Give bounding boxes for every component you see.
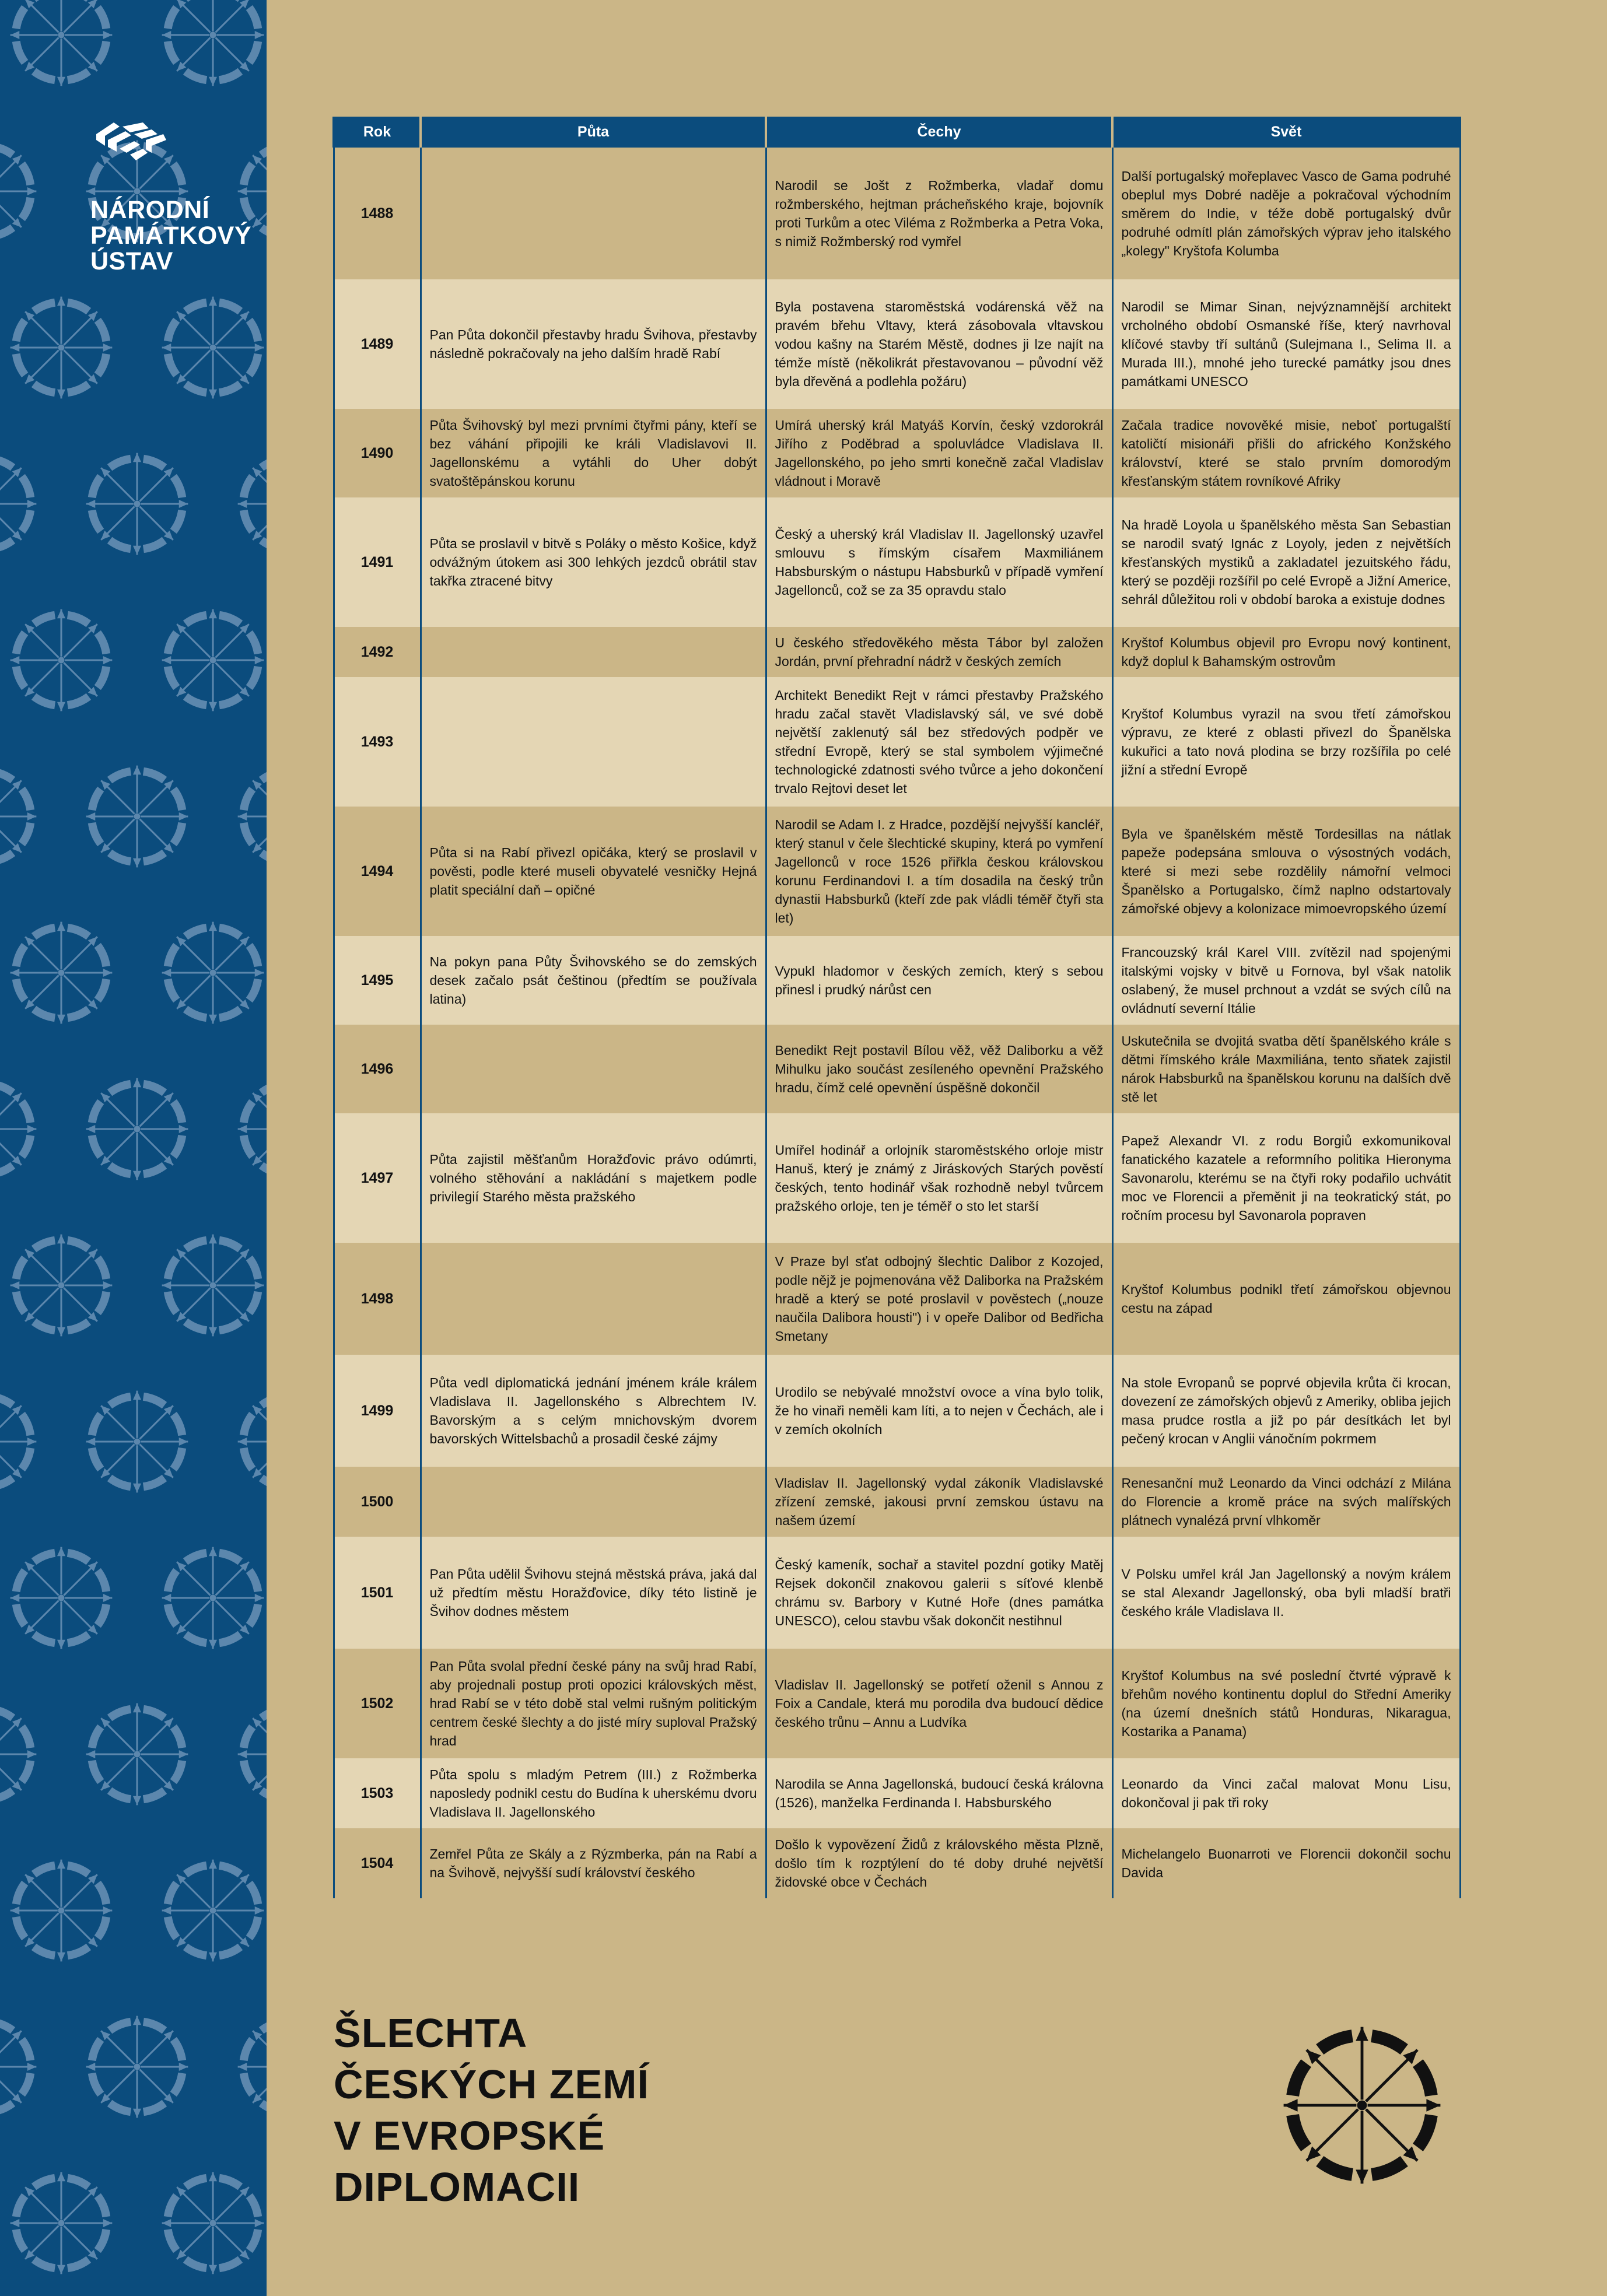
puta-cell bbox=[421, 1025, 766, 1113]
puta-cell: Půta vedl diplomatická jednání jménem krále králem Vladislava II. Jagellonského s Albrechtem IV. Bavorským a s celým mnichovským dvorem bavorských Wittelsbachů a prosadil české zájmy bbox=[421, 1355, 766, 1467]
table-row bbox=[334, 409, 1460, 497]
cechy-cell: Benedikt Rejt postavil Bílou věž, věž Daliborku a věž Mihulku jako součást zesíleného opevnění Pražského hradu, čímž celé opevnění úspěšně dokončil bbox=[766, 1025, 1112, 1113]
puta-cell: Půta spolu s mladým Petrem (III.) z Rožmberka naposledy podnikl cestu do Budína k uherskému dvoru Vladislava II. Jagellonského bbox=[421, 1758, 766, 1828]
year-cell: 1501 bbox=[334, 1537, 421, 1649]
svet-cell: Na stole Evropanů se poprvé objevila krůta či krocan, dovezení ze zámořských objevů z Ameriky, obliba jejich masa prudce rostla a již po pár desítkách let byl pečený krocan v Anglii vánočním pokrmem bbox=[1112, 1355, 1460, 1467]
year-cell: 1493 bbox=[334, 677, 421, 807]
puta-cell: Na pokyn pana Půty Švihovského se do zemských desek začalo psát češtinou (předtím se používala latina) bbox=[421, 936, 766, 1025]
svet-cell: Renesanční muž Leonardo da Vinci odchází z Milána do Florencie a kromě práce na svých malířských plátnech vynalézá první vlhkoměr bbox=[1112, 1467, 1460, 1537]
header-rok: Rok bbox=[334, 117, 421, 148]
svet-cell: Kryštof Kolumbus objevil pro Evropu nový kontinent, když doplul k Bahamským ostrovům bbox=[1112, 627, 1460, 677]
year-cell: 1498 bbox=[334, 1243, 421, 1355]
cechy-cell: Narodil se Adam I. z Hradce, pozdější nejvyšší kancléř, který stanul v čele šlechtické skupiny, která po vymření Jagellonců v roce 1526 přiřkla českou královskou korunu Ferdinandovi I. a tím dosadila na český trůn dynastii Habsburků (kteří zde pak vládli téměř čtyři sta let) bbox=[766, 807, 1112, 936]
year-cell: 1500 bbox=[334, 1467, 421, 1537]
svet-cell: Leonardo da Vinci začal malovat Monu Lisu, dokončoval ji pak tři roky bbox=[1112, 1758, 1460, 1828]
table-header-row bbox=[334, 117, 1460, 148]
puta-cell: Půta zajistil měšťanům Horažďovic právo odúmrti, volného stěhování a nakládání s majetkem podle privilegií Starého města pražského bbox=[421, 1113, 766, 1243]
puta-cell: Pan Půta udělil Švihovu stejná městská práva, jaká dal už předtím městu Horažďovice, díky této listině je Švihov dodnes městem bbox=[421, 1537, 766, 1649]
puta-cell bbox=[421, 677, 766, 807]
table-row bbox=[334, 1243, 1460, 1355]
timeline-table bbox=[332, 117, 1461, 1898]
table-row bbox=[334, 497, 1460, 627]
svet-cell: Michelangelo Buonarroti ve Florencii dokončil sochu Davida bbox=[1112, 1828, 1460, 1898]
cechy-cell: Vladislav II. Jagellonský vydal zákoník Vladislavské zřízení zemské, jakousi první zemskou ústavu na našem území bbox=[766, 1467, 1112, 1537]
compass-rose-icon bbox=[1266, 2009, 1458, 2202]
year-cell: 1502 bbox=[334, 1649, 421, 1758]
cechy-cell: V Praze byl sťat odbojný šlechtic Dalibor z Kozojed, podle nějž je pojmenována věž Daliborka na Pražském hradě a který se poté proslavil v pověstech („nouze naučila Dalibora housti") i v opeře Dalibor od Bedřicha Smetany bbox=[766, 1243, 1112, 1355]
year-cell: 1497 bbox=[334, 1113, 421, 1243]
svet-cell: Kryštof Kolumbus na své poslední čtvrté výpravě k břehům nového kontinentu doplul do Střední Ameriky (na území dnešních států Honduras, Nikaragua, Kostarika a Panama) bbox=[1112, 1649, 1460, 1758]
table-row bbox=[334, 677, 1460, 807]
cechy-cell: Narodila se Anna Jagellonská, budoucí česká královna (1526), manželka Ferdinanda I. Habsburského bbox=[766, 1758, 1112, 1828]
year-cell: 1504 bbox=[334, 1828, 421, 1898]
header-svet: Svět bbox=[1112, 117, 1460, 148]
cechy-cell: Byla postavena staroměstská vodárenská věž na pravém břehu Vltavy, která zásobovala vltavskou vodou kašny na Starém Městě, dodnes ji lze najít na témže místě (několikrát přestavovanou – původní věž byla dřevěná a podlehla požáru) bbox=[766, 279, 1112, 409]
cechy-cell: U českého středověkého města Tábor byl založen Jordán, první přehradní nádrž v českých zemích bbox=[766, 627, 1112, 677]
year-cell: 1499 bbox=[334, 1355, 421, 1467]
sidebar bbox=[0, 0, 267, 2296]
cechy-cell: Vypukl hladomor v českých zemích, který s sebou přinesl i prudký nárůst cen bbox=[766, 936, 1112, 1025]
year-cell: 1496 bbox=[334, 1025, 421, 1113]
svet-cell: Kryštof Kolumbus vyrazil na svou třetí zámořskou výpravu, ze které z oblasti přivezl do Španělska kukuřici a tato nová plodina se brzy rozšířila po celé jižní a střední Evropě bbox=[1112, 677, 1460, 807]
table-row bbox=[334, 627, 1460, 677]
svet-cell: Kryštof Kolumbus podnikl třetí zámořskou objevnou cestu na západ bbox=[1112, 1243, 1460, 1355]
puta-cell bbox=[421, 627, 766, 677]
puta-cell: Půta si na Rabí přivezl opičáka, který se proslavil v pověsti, podle které museli obyvatelé vesničky Hejná platit speciální daň – opičné bbox=[421, 807, 766, 936]
svet-cell: Uskutečnila se dvojitá svatba dětí španělského krále s dětmi římského krále Maxmiliána, tento sňatek zajistil nárok Habsburků na španělskou korunu na dalších dvě stě let bbox=[1112, 1025, 1460, 1113]
table-row bbox=[334, 1649, 1460, 1758]
svet-cell: Na hradě Loyola u španělského města San Sebastian se narodil svatý Ignác z Loyoly, jeden z největších křesťanských mystiků a zakladatel jezuitského řádu, který se později rozšířil po celé Evropě a Jižní Americe, sehrál důležitou roli v období baroka a existuje dodnes bbox=[1112, 497, 1460, 627]
table-row bbox=[334, 279, 1460, 409]
table-row bbox=[334, 1758, 1460, 1828]
puta-cell: Pan Půta dokončil přestavby hradu Švihova, přestavby následně pokračovaly na jeho dalším hradě Rabí bbox=[421, 279, 766, 409]
cechy-cell: Umířel hodinář a orlojník staroměstského orloje mistr Hanuš, který je známý z Jiráskových Starých pověstí českých, tento hodinář však rozhodně nebyl tvůrcem pražského orloje, ten je téměř o sto let starší bbox=[766, 1113, 1112, 1243]
brand-name: NÁRODNÍ PAMÁTKOVÝ ÚSTAV bbox=[90, 196, 252, 275]
compass-pattern-icon bbox=[0, 0, 267, 2296]
page-title: ŠLECHTA ČESKÝCH ZEMÍ V EVROPSKÉ DIPLOMACII bbox=[334, 2010, 649, 2210]
cechy-cell: Český kameník, sochař a stavitel pozdní gotiky Matěj Rejsek dokončil znakovou galerii s síťové klenbě chrámu sv. Barbory v Kutné Hoře (dnes památka UNESCO), celou stavbu však dokončit nestihnul bbox=[766, 1537, 1112, 1649]
cechy-cell: Urodilo se nebývalé množství ovoce a vína bylo tolik, že ho vinaři neměli kam líti, a to nejen v Čechách, ale i v zemích okolních bbox=[766, 1355, 1112, 1467]
puta-cell bbox=[421, 1467, 766, 1537]
table-row bbox=[334, 1537, 1460, 1649]
svet-cell: Papež Alexandr VI. z rodu Borgiů exkomunikoval fanatického kazatele a reformního politika Hieronyma Savonarolu, kterému se na čtyři roky podařilo uchvátit moc ve Florencii a přeměnit ji na teokratický stát, po ročním procesu byl Savonarola popraven bbox=[1112, 1113, 1460, 1243]
year-cell: 1489 bbox=[334, 279, 421, 409]
puta-cell: Zemřel Půta ze Skály a z Rýzmberka, pán na Rabí a na Švihově, nejvyšší sudí království českého bbox=[421, 1828, 766, 1898]
puta-cell bbox=[421, 1243, 766, 1355]
table-row bbox=[334, 1467, 1460, 1537]
cechy-cell: Vladislav II. Jagellonský se potřetí oženil s Annou z Foix a Candale, která mu porodila dva budoucí dědice českého trůnu – Annu a Ludvíka bbox=[766, 1649, 1112, 1758]
svet-cell: Narodil se Mimar Sinan, nejvýznamnější architekt vrcholného období Osmanské říše, který navrhoval klíčové stavby tří sultánů (Sulejmana I., Selima II. a Murada III.), mnohé jeho turecké památky jsou dnes památkami UNESCO bbox=[1112, 279, 1460, 409]
year-cell: 1492 bbox=[334, 627, 421, 677]
year-cell: 1494 bbox=[334, 807, 421, 936]
cechy-cell: Architekt Benedikt Rejt v rámci přestavby Pražského hradu začal stavět Vladislavský sál, ve své době největší zaklenutý sál bez středových podpěr ve střední Evropě, který se stal symbolem výjimečné technologické zdatnosti svého tvůrce a jeho dokončení trvalo Rejtovi deset let bbox=[766, 677, 1112, 807]
year-cell: 1490 bbox=[334, 409, 421, 497]
year-cell: 1503 bbox=[334, 1758, 421, 1828]
year-cell: 1491 bbox=[334, 497, 421, 627]
table-row bbox=[334, 148, 1460, 279]
table-row bbox=[334, 807, 1460, 936]
table-row bbox=[334, 1025, 1460, 1113]
cechy-cell: Umírá uherský král Matyáš Korvín, český vzdorokrál Jiřího z Poděbrad a spoluvládce Vladislava II. Jagellonského, po jeho smrti konečně začal Vladislav vládnout i Moravě bbox=[766, 409, 1112, 497]
svet-cell: Francouzský král Karel VIII. zvítězil nad spojenými italskými vojsky v bitvě u Fornova, byl však natolik oslabený, že musel prchnout a vzdát se svých cílů na ovládnutí severní Itálie bbox=[1112, 936, 1460, 1025]
puta-cell: Pan Půta svolal přední české pány na svůj hrad Rabí, aby projednali postup proti opozici královských měst, hrad Rabí se v této době stal velmi rušným politickým centrem české šlechty a do jisté míry suploval Pražský hrad bbox=[421, 1649, 766, 1758]
cechy-cell: Došlo k vypovězení Židů z královského města Plzně, došlo tím k rozptýlení do té doby druhé největší židovské obce v Čechách bbox=[766, 1828, 1112, 1898]
header-puta: Půta bbox=[421, 117, 766, 148]
table-row bbox=[334, 1828, 1460, 1898]
table-row bbox=[334, 1355, 1460, 1467]
table-row bbox=[334, 1113, 1460, 1243]
year-cell: 1488 bbox=[334, 148, 421, 279]
table-row bbox=[334, 936, 1460, 1025]
puta-cell bbox=[421, 148, 766, 279]
header-cechy: Čechy bbox=[766, 117, 1112, 148]
cechy-cell: Český a uherský král Vladislav II. Jagellonský uzavřel smlouvu s římským císařem Maxmiliánem Habsburským o nástupu Habsburků v případě vymření Jagellonců, což se za 35 opravdu stalo bbox=[766, 497, 1112, 627]
year-cell: 1495 bbox=[334, 936, 421, 1025]
npu-logo-icon bbox=[61, 117, 236, 175]
puta-cell: Půta Švihovský byl mezi prvními čtyřmi pány, kteří se bez váhání připojili ke králi Vladislavovi II. Jagellonskému a vytáhli do Uher dobýt svatoštěpánskou korunu bbox=[421, 409, 766, 497]
svet-cell: Začala tradice novověké misie, neboť portugalští katoličtí misionáři přišli do afrického Konžského království, které se stalo prvním domorodým křesťanským státem rovníkové Afriky bbox=[1112, 409, 1460, 497]
svet-cell: V Polsku umřel král Jan Jagellonský a novým králem se stal Alexandr Jagellonský, oba byli mladší bratři českého krále Vladislava II. bbox=[1112, 1537, 1460, 1649]
cechy-cell: Narodil se Jošt z Rožmberka, vladař domu rožmberského, hejtman prácheňského kraje, bojovník proti Turkům a otec Viléma z Rožmberka a Petra Voka, s nimiž Rožmberský rod vymřel bbox=[766, 148, 1112, 279]
puta-cell: Půta se proslavil v bitvě s Poláky o město Košice, když odvážným útokem asi 300 lehkých jezdců obrátil stav takřka ztracené bitvy bbox=[421, 497, 766, 627]
svet-cell: Byla ve španělském městě Tordesillas na nátlak papeže podepsána smlouva o výsostných vodách, které si mezi sebe rozdělily námořní velmoci Španělsko a Portugalsko, čímž naplno odstartovaly zámořské objevy a kolonizace mimoevropského území bbox=[1112, 807, 1460, 936]
svet-cell: Další portugalský mořeplavec Vasco de Gama podruhé obeplul mys Dobré naděje a pokračoval východním směrem do Indie, v téže době portugalský dvůr podruhé odmítl plán zámořských výprav jeho italského „kolegy" Kryštofa Kolumba bbox=[1112, 148, 1460, 279]
